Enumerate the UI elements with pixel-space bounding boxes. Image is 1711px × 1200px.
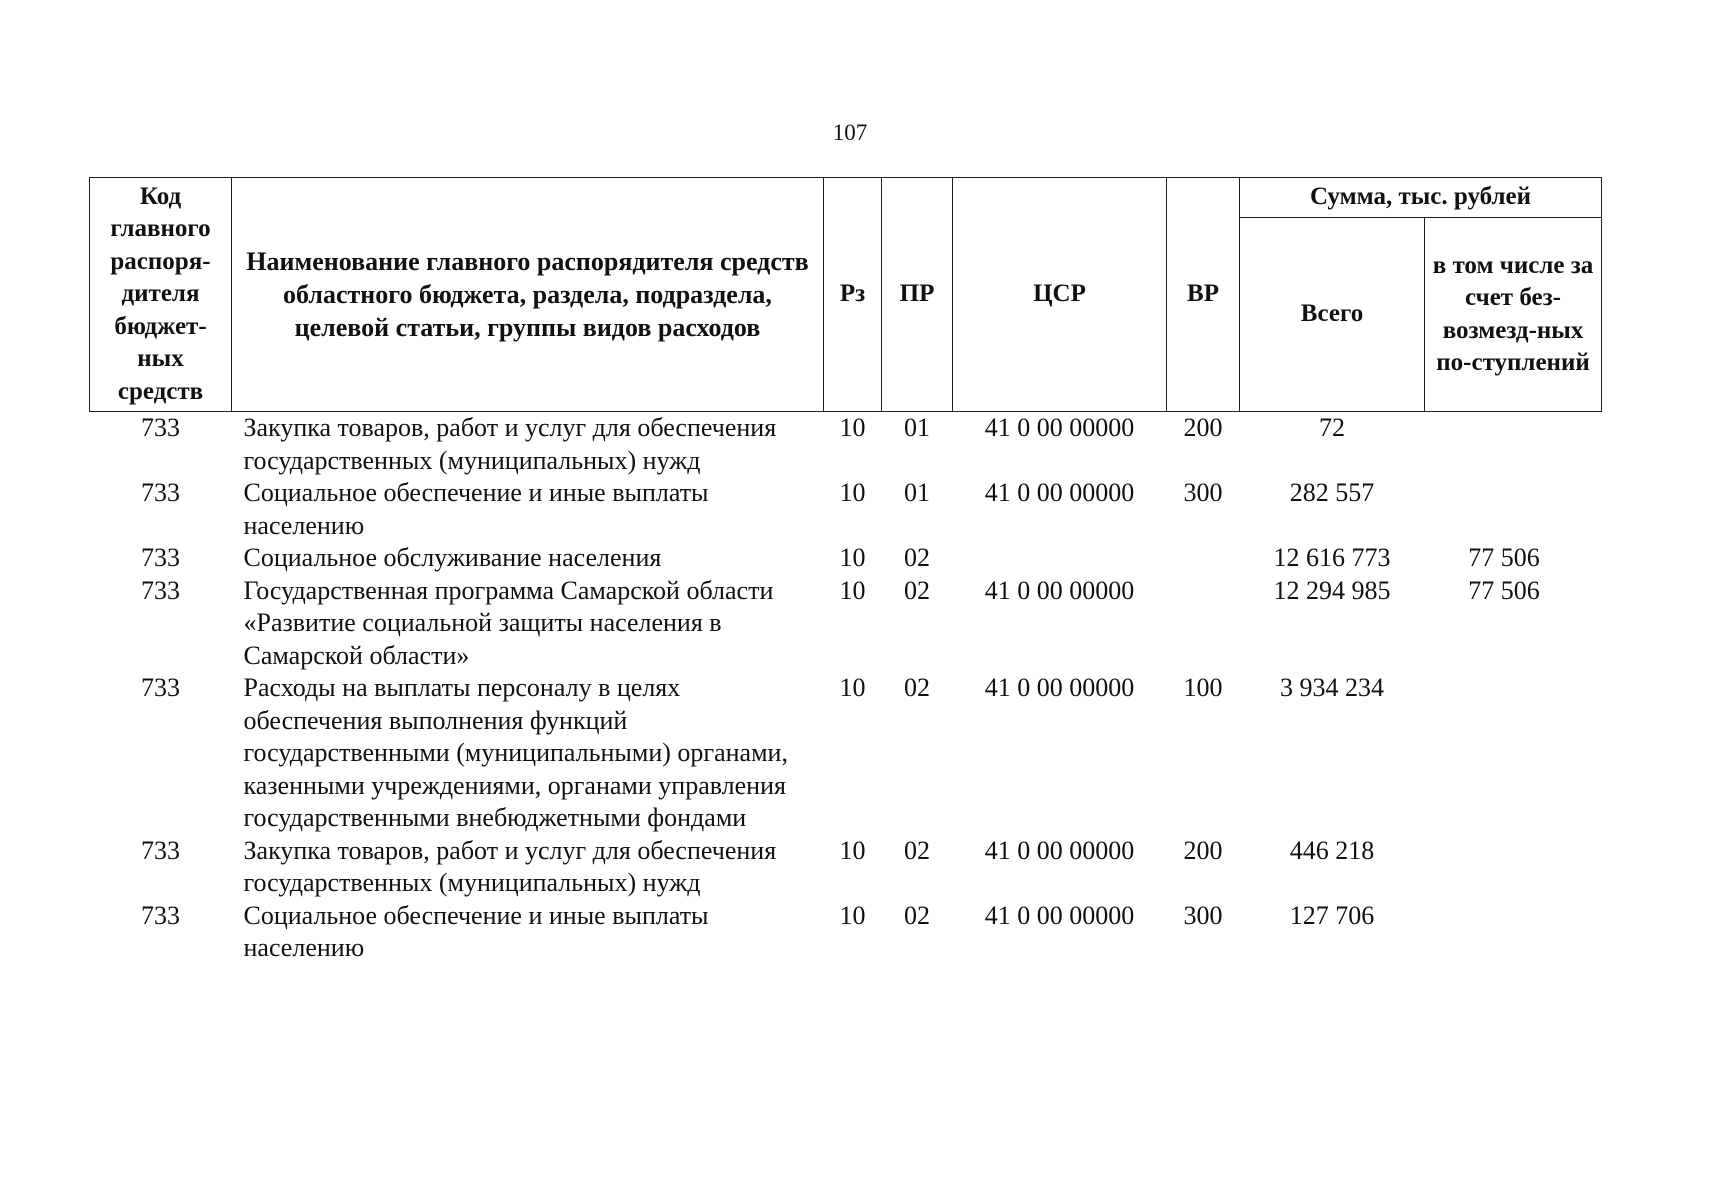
- cell-free: [1425, 477, 1602, 542]
- cell-csr: 41 0 00 00000: [984, 673, 1135, 702]
- table-header: [90, 178, 1602, 412]
- header-sum-group: Сумма, тыс. рублей: [1240, 178, 1602, 218]
- cell-code: 733: [141, 543, 180, 572]
- cell-total: 12 294 985: [1273, 575, 1391, 605]
- cell-free: [1425, 412, 1602, 478]
- cell-rz: 10: [839, 575, 866, 605]
- cell-rz: 10: [839, 673, 866, 702]
- header-pr: ПР: [882, 178, 953, 412]
- cell-code: 733: [141, 835, 180, 865]
- cell-pr: 02: [904, 835, 930, 865]
- cell-name: Закупка товаров, работ и услуг для обеспечения государственных (муниципальных) нужд: [243, 835, 777, 897]
- header-rz: Рз: [824, 178, 882, 412]
- cell-rz: 10: [839, 835, 866, 865]
- table-row: [90, 575, 1602, 673]
- cell-total: 12 616 773: [1273, 543, 1391, 572]
- cell-vr: [1167, 575, 1240, 673]
- table-row: [90, 672, 1602, 835]
- cell-name: Закупка товаров, работ и услуг для обеспечения государственных (муниципальных) нужд: [243, 413, 777, 475]
- cell-csr: 41 0 00 00000: [984, 413, 1135, 442]
- cell-total: 282 557: [1289, 478, 1375, 507]
- cell-pr: 01: [904, 478, 930, 507]
- cell-vr: 300: [1183, 478, 1223, 507]
- table-row: [90, 477, 1602, 542]
- cell-pr: 02: [904, 575, 930, 605]
- cell-code: 733: [141, 575, 180, 605]
- header-free: в том числе за счет без-возмезд-ных по-ступлений: [1425, 218, 1602, 412]
- cell-free: 77 506: [1468, 543, 1540, 572]
- table-row: [90, 412, 1602, 478]
- cell-pr: 02: [904, 543, 930, 572]
- cell-vr: 200: [1183, 413, 1223, 442]
- header-csr: ЦСР: [953, 178, 1167, 412]
- cell-free: [1425, 672, 1602, 835]
- cell-total: 446 218: [1289, 835, 1375, 865]
- cell-free: [1425, 900, 1602, 965]
- cell-name: Социальное обслуживание населения: [243, 543, 662, 572]
- cell-pr: 01: [904, 413, 930, 442]
- cell-csr: 41 0 00 00000: [984, 900, 1135, 930]
- header-code: Код главного распоря-дителя бюджет-ных средств: [90, 178, 232, 412]
- cell-code: 733: [141, 673, 180, 702]
- table-row: [90, 900, 1602, 965]
- cell-rz: 10: [839, 900, 866, 930]
- cell-code: 733: [141, 478, 180, 507]
- cell-name: Социальное обеспечение и иные выплаты населению: [243, 478, 709, 540]
- cell-csr: 41 0 00 00000: [984, 478, 1135, 507]
- cell-vr: 200: [1183, 835, 1223, 865]
- cell-code: 733: [141, 900, 180, 930]
- header-name: Наименование главного распорядителя средств областного бюджета, раздела, подраздела, целевой статьи, группы видов расходов: [232, 178, 824, 412]
- cell-total: 3 934 234: [1280, 673, 1384, 702]
- header-total: Всего: [1240, 218, 1425, 412]
- cell-total: 72: [1319, 413, 1345, 442]
- cell-name: Социальное обеспечение и иные выплаты населению: [243, 900, 709, 962]
- cell-code: 733: [141, 413, 180, 442]
- budget-table: [89, 177, 1602, 965]
- cell-rz: 10: [839, 478, 866, 507]
- cell-rz: 10: [839, 413, 866, 442]
- cell-name: Расходы на выплаты персоналу в целях обеспечения выполнения функций государственными (муниципальными) органами, казенными учреждениями, органами управления государственными внебюджетными фондами: [243, 673, 788, 832]
- cell-name: Государственная программа Самарской области «Развитие социальной защиты населения в Самарской области»: [243, 575, 774, 670]
- cell-csr: 41 0 00 00000: [984, 835, 1135, 865]
- cell-pr: 02: [904, 673, 930, 702]
- cell-pr: 02: [904, 900, 930, 930]
- table-row: [90, 542, 1602, 575]
- table-body: [90, 412, 1602, 965]
- cell-rz: 10: [839, 543, 866, 572]
- cell-vr: 100: [1183, 673, 1223, 702]
- cell-total: 127 706: [1289, 900, 1375, 930]
- cell-vr: [1167, 542, 1240, 575]
- header-vr: ВР: [1167, 178, 1240, 412]
- table-row: [90, 835, 1602, 900]
- cell-free: 77 506: [1468, 575, 1540, 605]
- page-number: 107: [832, 120, 868, 145]
- cell-csr: [953, 542, 1167, 575]
- cell-csr: 41 0 00 00000: [984, 575, 1135, 605]
- cell-free: [1425, 835, 1602, 900]
- cell-vr: 300: [1183, 900, 1223, 930]
